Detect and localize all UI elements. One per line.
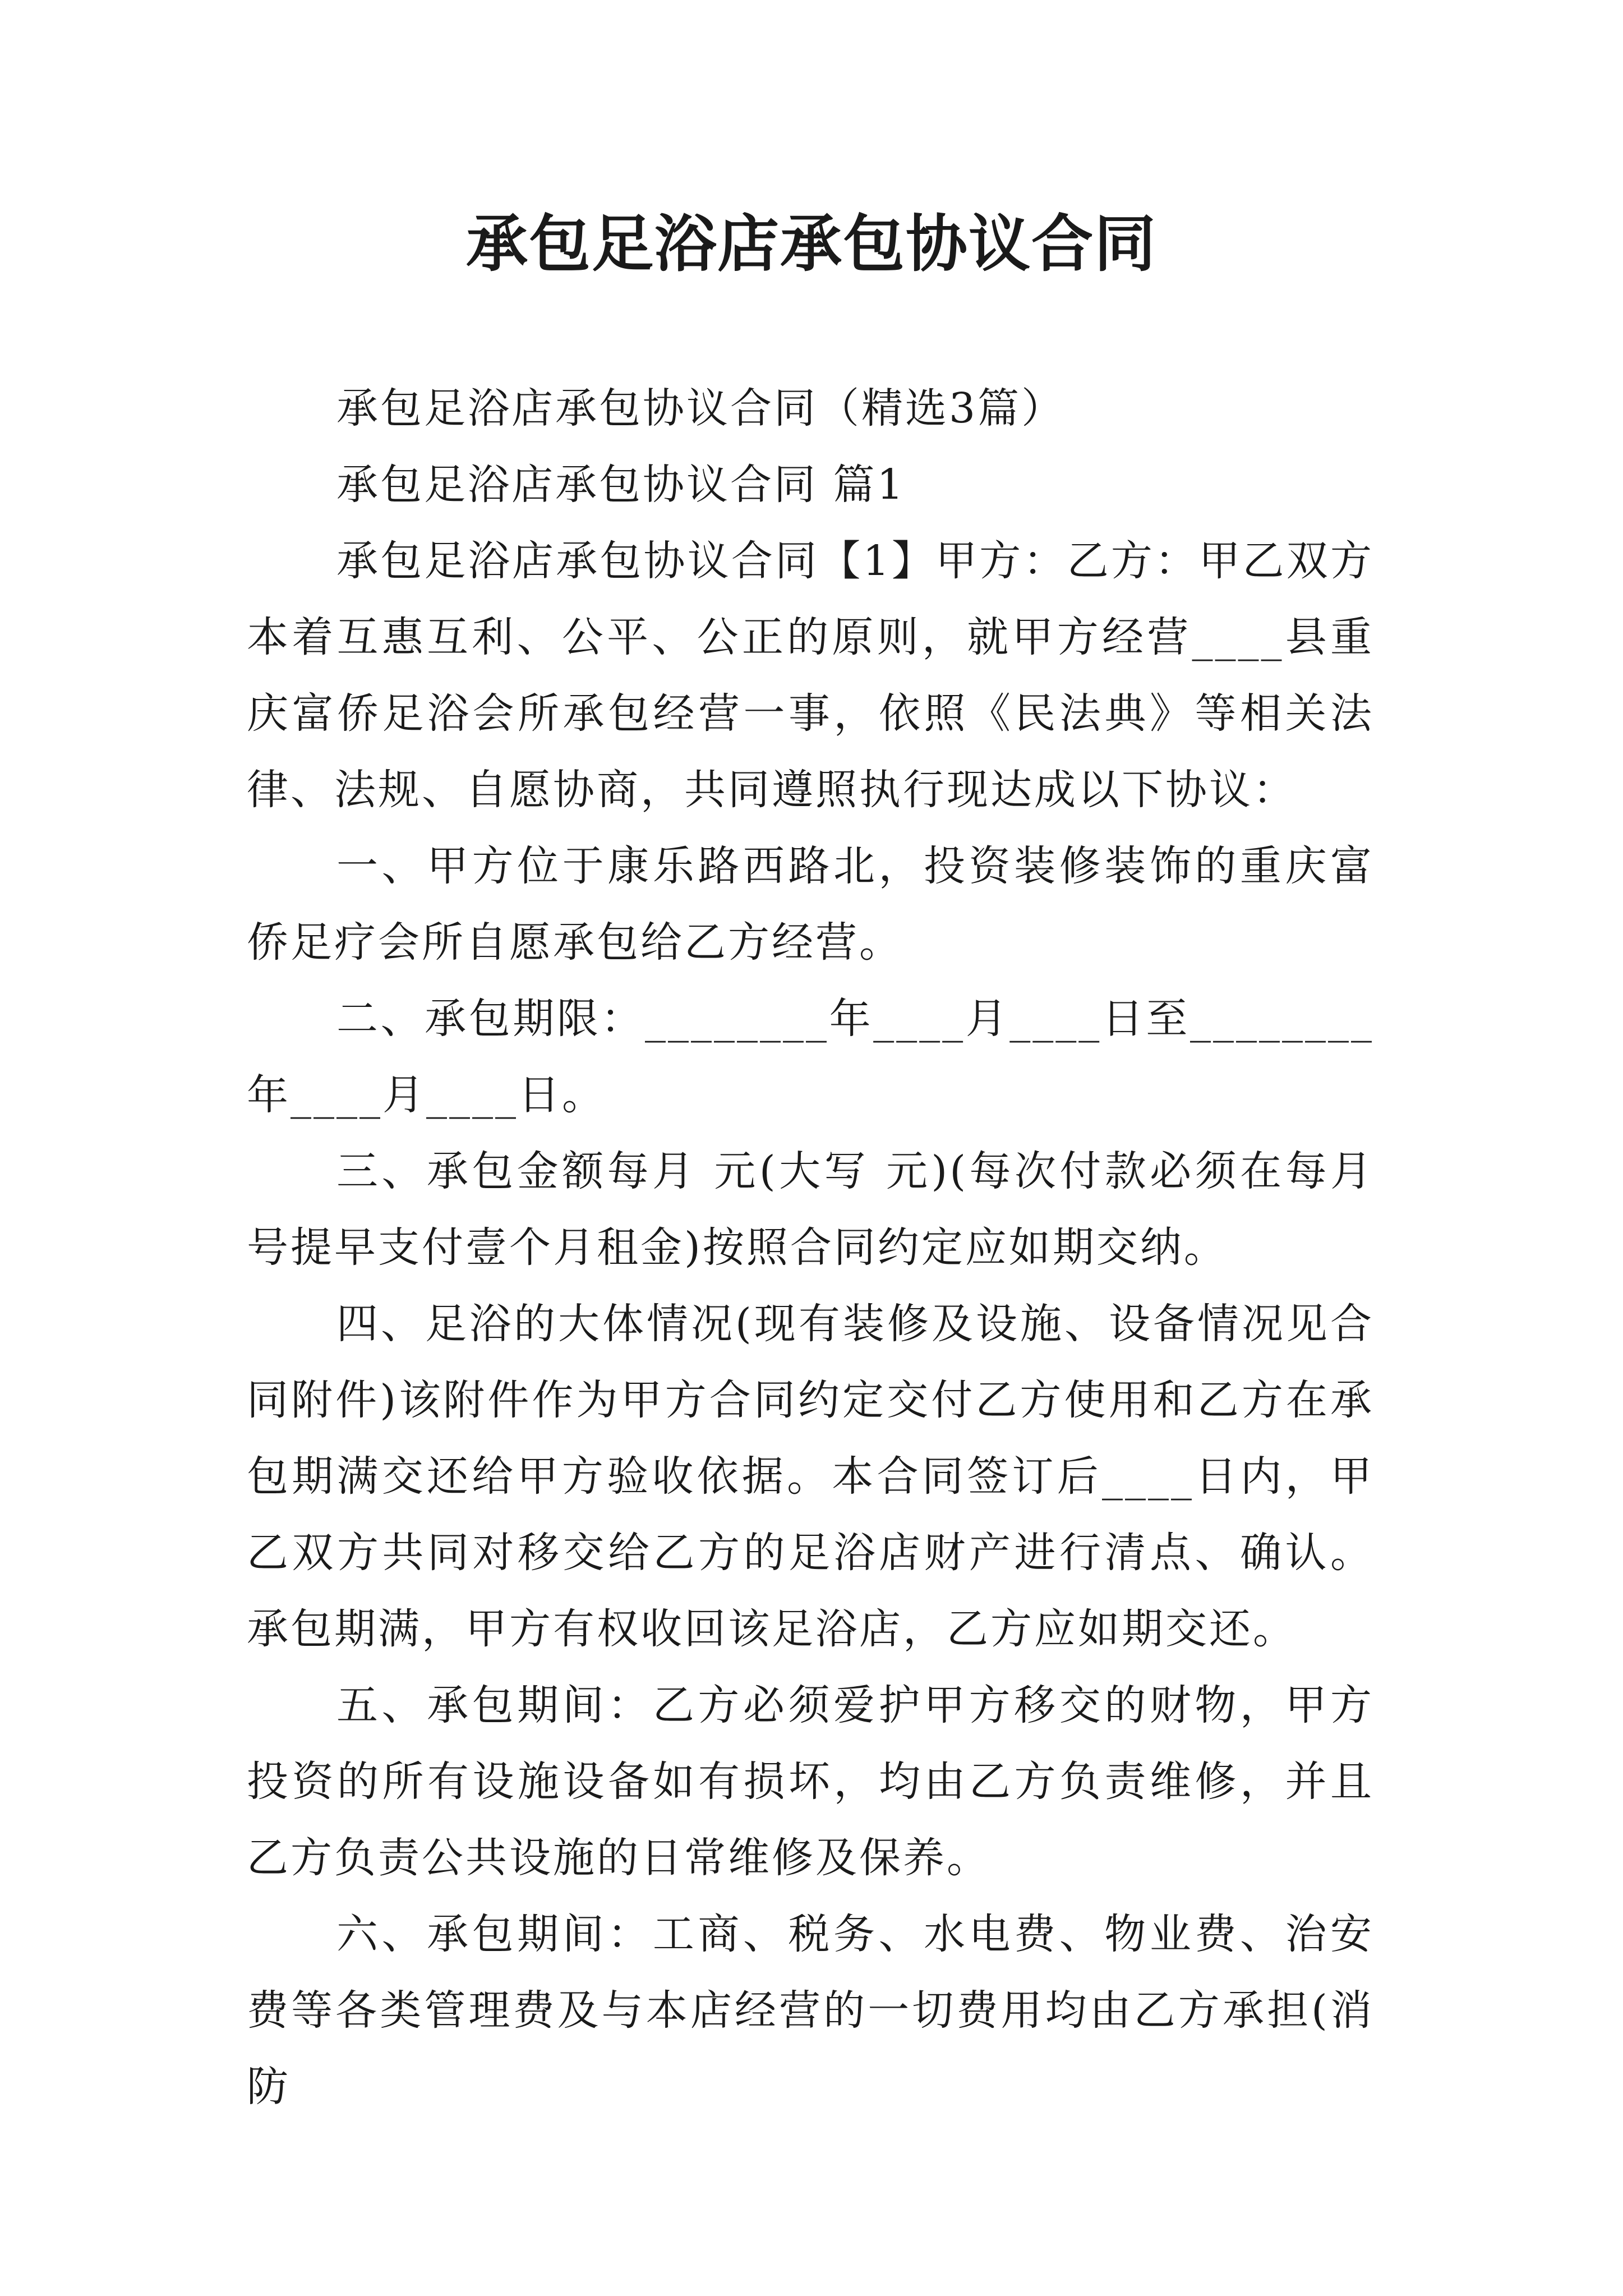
- paragraph-clause-2: 二、承包期限：________年____月____日至________年____月____日。: [247, 995, 1374, 1119]
- paragraph-clause-1: 一、甲方位于康乐路西路北，投资装修装饰的重庆富侨足疗会所自愿承包给乙方经营。: [247, 842, 1374, 967]
- paragraph-clause-6: 六、承包期间：工商、税务、水电费、物业费、治安费等各类管理费及与本店经营的一切费用均由乙方承担(消防: [247, 1910, 1374, 2111]
- paragraph-intro: 承包足浴店承包协议合同【1】甲方：乙方：甲乙双方本着互惠互利、公平、公正的原则，就甲方经营____县重庆富侨足浴会所承包经营一事，依照《民法典》等相关法律、法规、自愿协商，共同遵照执行现达成以下协议：: [247, 537, 1374, 814]
- paragraph-subtitle: 承包足浴店承包协议合同（精选3篇）: [336, 384, 1066, 432]
- document-body: [247, 370, 1374, 2125]
- paragraph-clause-3: 三、承包金额每月 元(大写 元)(每次付款必须在每月 号提早支付壹个月租金)按照合同约定应如期交纳。: [247, 1147, 1374, 1272]
- document-title: 承包足浴店承包协议合同: [466, 208, 1157, 280]
- paragraph-clause-4: 四、足浴的大体情况(现有装修及设施、设备情况见合同附件)该附件作为甲方合同约定交付乙方使用和乙方在承包期满交还给甲方验收依据。本合同签订后____日内，甲乙双方共同对移交给乙方的足浴店财产进行清点、确认。承包期满，甲方有权收回该足浴店，乙方应如期交还。: [247, 1300, 1374, 1653]
- paragraph-clause-5: 五、承包期间：乙方必须爱护甲方移交的财物，甲方投资的所有设施设备如有损坏，均由乙方负责维修，并且乙方负责公共设施的日常维修及保养。: [247, 1681, 1374, 1882]
- paragraph-section-heading: 承包足浴店承包协议合同 篇1: [336, 461, 906, 509]
